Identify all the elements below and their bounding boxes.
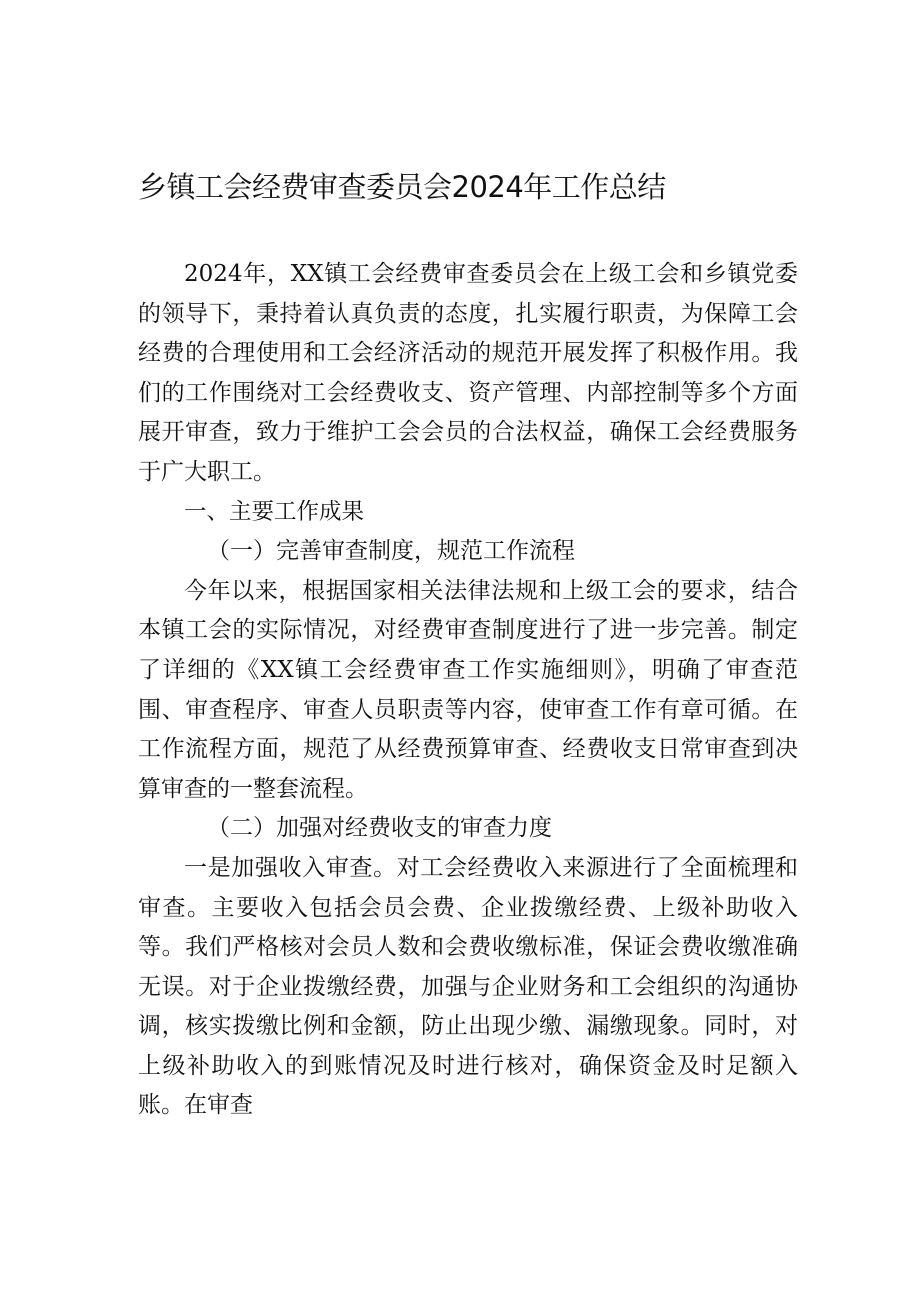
document-body bbox=[138, 255, 798, 1126]
subsection-1-paragraph: 今年以来，根据国家相关法律法规和上级工会的要求，结合本镇工会的实际情况，对经费审查制度进行了进一步完善。制定了详细的《XX镇工会经费审查工作实施细则》，明确了审查范围、审查程序、审查人员职责等内容，使审查工作有章可循。在工作流程方面，规范了从经费预算审查、经费收支日常审查到决算审查的一整套流程。 bbox=[138, 577, 798, 802]
intro-paragraph: 2024年，XX镇工会经费审查委员会在上级工会和乡镇党委的领导下，秉持着认真负责的态度，扎实履行职责，为保障工会经费的合理使用和工会经济活动的规范开展发挥了积极作用。我们的工作围绕对工会经费收支、资产管理、内部控制等多个方面展开审查，致力于维护工会会员的合法权益，确保工会经费服务于广大职工。 bbox=[138, 261, 798, 485]
subsection-2-paragraph: 一是加强收入审查。对工会经费收入来源进行了全面梳理和审查。主要收入包括会员会费、企业拨缴经费、上级补助收入等。我们严格核对会员人数和会费收缴标准，保证会费收缴准确无误。对于企业拨缴经费，加强与企业财务和工会组织的沟通协调，核实拨缴比例和金额，防止出现少缴、漏缴现象。同时，对上级补助收入的到账情况及时进行核对，确保资金及时足额入账。在审查 bbox=[138, 854, 798, 1119]
subsection-heading-1: （一）完善审查制度，规范工作流程 bbox=[207, 538, 575, 565]
section-heading-main-achievements: 一、主要工作成果 bbox=[184, 498, 365, 525]
subsection-heading-2: （二）加强对经费收支的审查力度 bbox=[207, 815, 552, 842]
document-title: 乡镇工会经费审查委员会2024年工作总结 bbox=[138, 170, 666, 204]
